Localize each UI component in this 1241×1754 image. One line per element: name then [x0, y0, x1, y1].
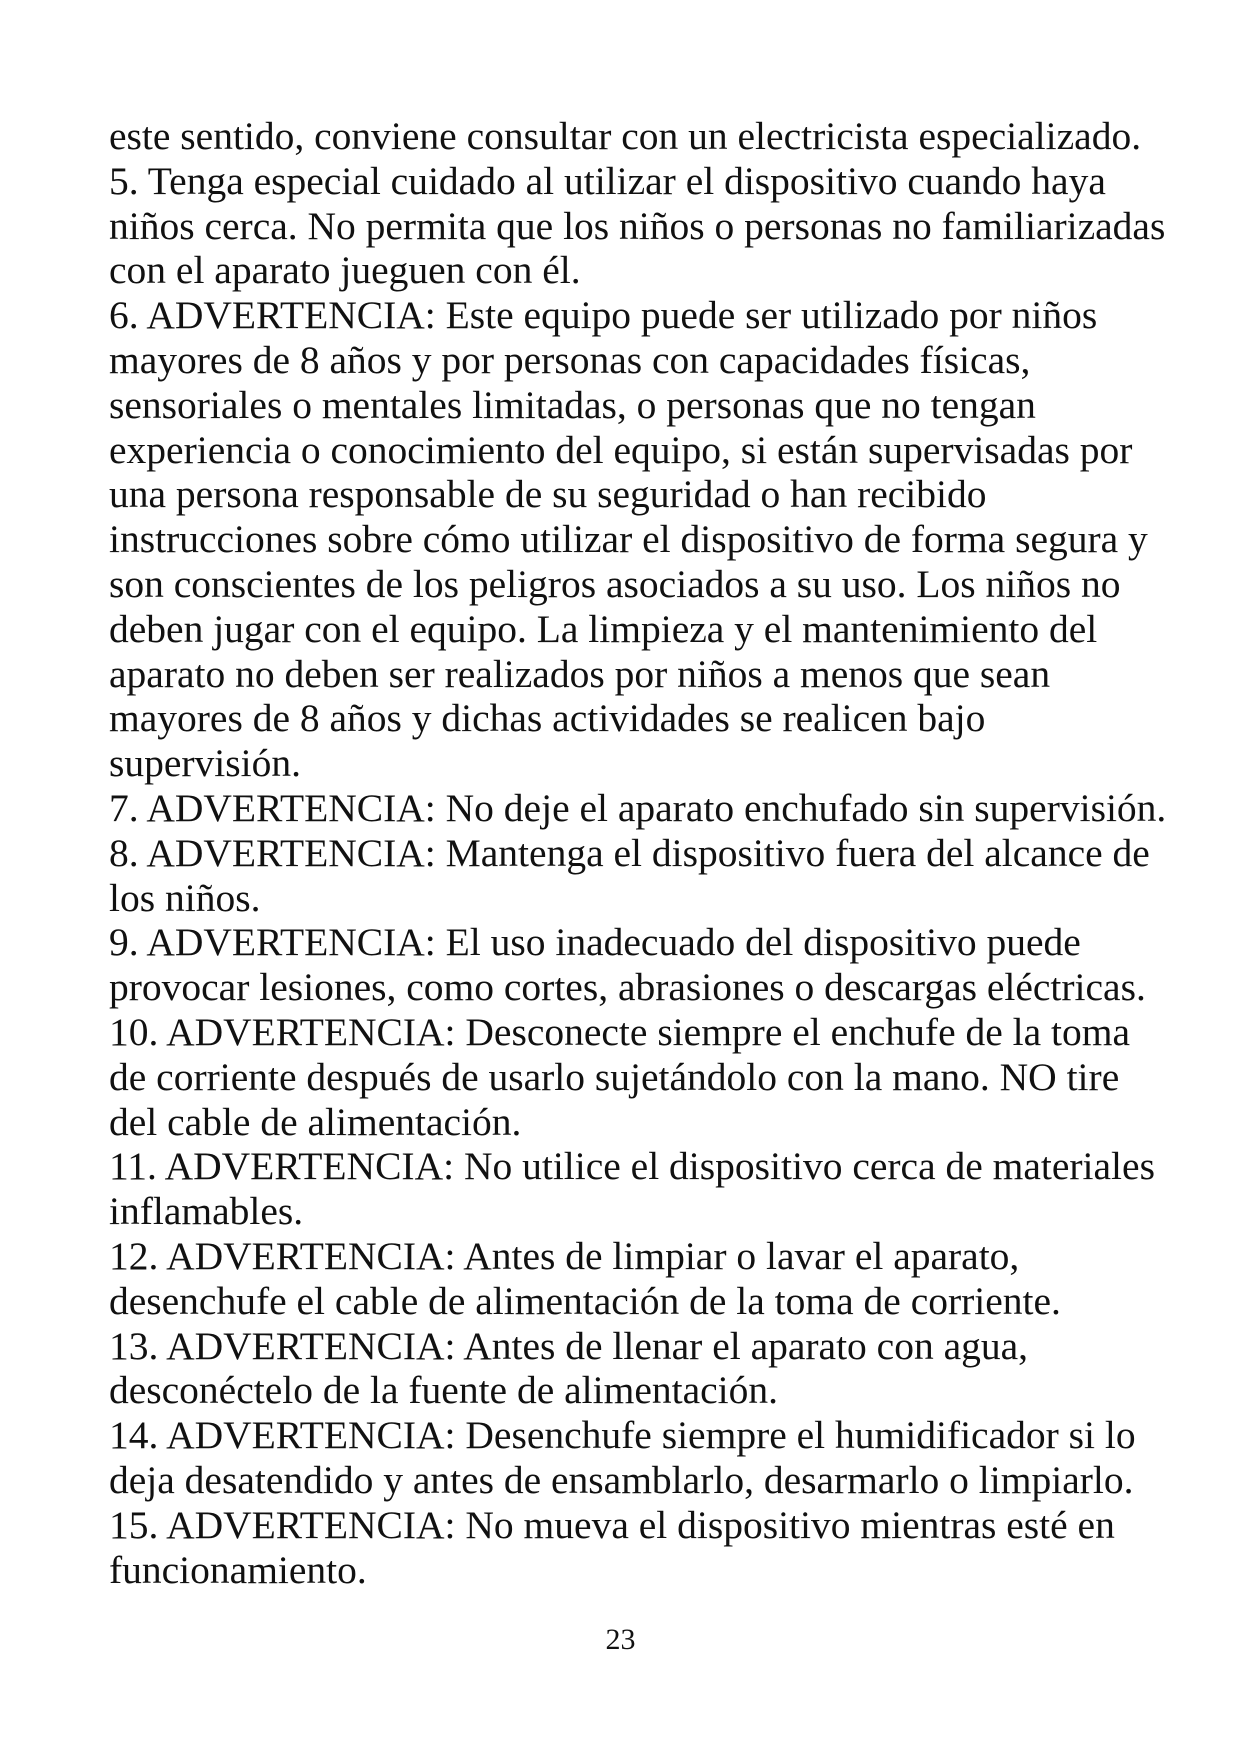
page-content	[109, 114, 1169, 1592]
paragraph-item-11: 11. ADVERTENCIA: No utilice el dispositivo cerca de materiales inflamables.	[109, 1144, 1155, 1234]
page-number: 23	[605, 1623, 636, 1656]
paragraph-item-13: 13. ADVERTENCIA: Antes de llenar el aparato con agua, desconéctelo de la fuente de alimentación.	[109, 1323, 1029, 1413]
paragraph-continuation: este sentido, conviene consultar con un electricista especializado.	[109, 114, 1142, 158]
paragraph-item-14: 14. ADVERTENCIA: Desenchufe siempre el humidificador si lo deja desatendido y antes de ensamblarlo, desarmarlo o limpiarlo.	[109, 1413, 1136, 1502]
paragraph-item-8: 8. ADVERTENCIA: Mantenga el dispositivo fuera del alcance de los niños.	[109, 830, 1150, 920]
paragraph-item-12: 12. ADVERTENCIA: Antes de limpiar o lavar el aparato, desenchufe el cable de alimentación de la toma de corriente.	[109, 1233, 1061, 1323]
paragraph-item-6: 6. ADVERTENCIA: Este equipo puede ser utilizado por niños mayores de 8 años y por personas con capacidades físicas, sensoriales o mentales limitadas, o personas que no tengan experiencia o conocimiento del equipo, si están supervisadas por una persona responsable de su seguridad o han recibido instrucciones sobre cómo utilizar el dispositivo de forma segura y son conscientes de los peligros asociados a su uso. Los niños no deben jugar con el equipo. La limpieza y el mantenimiento del aparato no deben ser realizados por niños a menos que sean mayores de 8 años y dichas actividades se realicen bajo supervisión.	[109, 293, 1148, 786]
paragraph-item-15: 15. ADVERTENCIA: No mueva el dispositivo mientras esté en funcionamiento.	[109, 1502, 1115, 1592]
paragraph-item-10: 10. ADVERTENCIA: Desconecte siempre el enchufe de la toma de corriente después de usarlo sujetándolo con la mano. NO tire del cable de alimentación.	[109, 1009, 1131, 1144]
paragraph-item-7: 7. ADVERTENCIA: No deje el aparato enchufado sin supervisión.	[109, 785, 1167, 830]
paragraph-item-9: 9. ADVERTENCIA: El uso inadecuado del dispositivo puede provocar lesiones, como cortes, abrasiones o descargas eléctricas.	[109, 920, 1146, 1010]
paragraph-item-5: 5. Tenga especial cuidado al utilizar el dispositivo cuando haya niños cerca. No permita que los niños o personas no familiarizadas con el aparato jueguen con él.	[109, 158, 1166, 293]
